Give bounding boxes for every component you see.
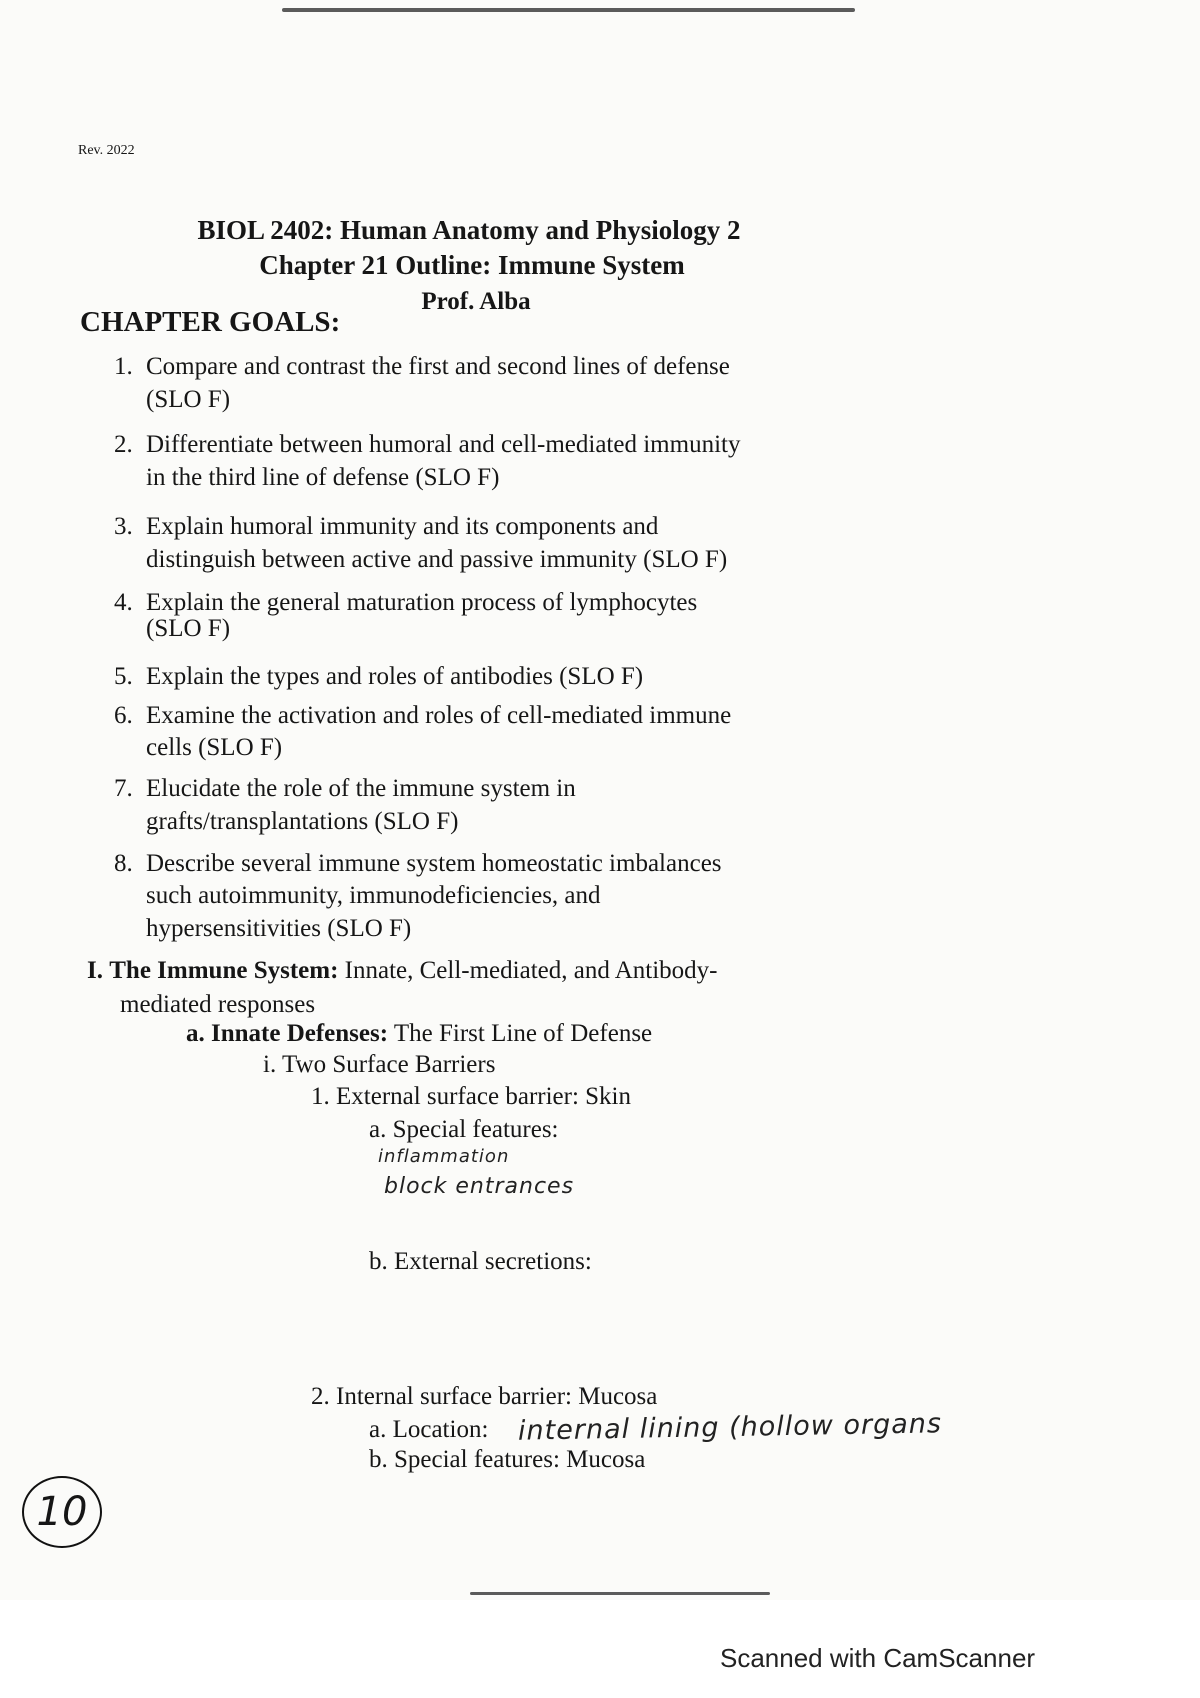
goal-text: in the third line of defense (SLO F) xyxy=(146,464,500,491)
goal-number: 6. xyxy=(114,702,133,729)
goal-number: 1. xyxy=(114,353,133,380)
goal-text: cells (SLO F) xyxy=(146,734,283,761)
goal-number: 8. xyxy=(114,850,133,877)
goal-text: distinguish between active and passive immunity (SLO F) xyxy=(146,546,728,573)
goal-text: Describe several immune system homeostatic imbalances xyxy=(146,850,722,877)
section-subtitle: Innate, Cell-mediated, and Antibody- xyxy=(344,957,718,984)
innate-label: a. Innate Defenses: xyxy=(186,1020,389,1047)
revision-label: Rev. 2022 xyxy=(78,143,135,158)
section-heading xyxy=(87,958,717,983)
innate-defenses xyxy=(186,1021,652,1046)
goal-number: 2. xyxy=(114,431,133,458)
handwritten-note-1: inflammation xyxy=(378,1146,510,1167)
goal-text: Compare and contrast the first and second lines of defense xyxy=(146,353,730,380)
special-features-mucosa: b. Special features: Mucosa xyxy=(369,1446,646,1473)
goal-text: Explain the general maturation process of lymphocytes xyxy=(146,589,698,616)
chapter-title: Chapter 21 Outline: Immune System xyxy=(259,250,685,280)
section-number: I. xyxy=(87,957,103,984)
goal-text: Explain humoral immunity and its components and xyxy=(146,513,659,540)
special-features: a. Special features: xyxy=(369,1116,559,1143)
scanner-watermark: Scanned with CamScanner xyxy=(720,1643,1036,1673)
goal-text: Elucidate the role of the immune system in xyxy=(146,775,576,802)
surface-barriers: i. Two Surface Barriers xyxy=(263,1051,496,1078)
goal-text: Differentiate between humoral and cell-mediated immunity xyxy=(146,431,741,458)
goal-text: such autoimmunity, immunodeficiencies, and xyxy=(146,882,601,909)
goal-text: hypersensitivities (SLO F) xyxy=(146,915,412,942)
goal-number: 5. xyxy=(114,663,133,690)
scan-top-edge xyxy=(282,8,855,12)
circled-annotation: 10 xyxy=(22,1476,102,1548)
handwritten-location: internal lining (hollow organs xyxy=(517,1408,943,1447)
innate-rest: The First Line of Defense xyxy=(393,1020,653,1047)
goal-text: (SLO F) xyxy=(146,386,231,413)
section-subtitle-line2: mediated responses xyxy=(120,991,316,1018)
handwritten-note-2: block entrances xyxy=(384,1174,575,1199)
scan-bottom-edge xyxy=(470,1592,770,1595)
external-secretions: b. External secretions: xyxy=(369,1248,592,1275)
goal-number: 3. xyxy=(114,513,133,540)
goal-text: (SLO F) xyxy=(146,615,231,642)
location: a. Location: xyxy=(369,1416,489,1443)
professor: Prof. Alba xyxy=(421,288,531,315)
goal-number: 4. xyxy=(114,589,133,616)
goal-number: 7. xyxy=(114,775,133,802)
goal-text: Examine the activation and roles of cell-mediated immune xyxy=(146,702,732,729)
external-barrier: 1. External surface barrier: Skin xyxy=(311,1083,632,1110)
section-title: The Immune System: xyxy=(109,957,339,984)
goal-text: Explain the types and roles of antibodies (SLO F) xyxy=(146,663,644,690)
goal-text: grafts/transplantations (SLO F) xyxy=(146,808,459,835)
course-title: BIOL 2402: Human Anatomy and Physiology 2 xyxy=(197,215,741,245)
chapter-goals-heading: CHAPTER GOALS: xyxy=(80,306,341,338)
internal-barrier: 2. Internal surface barrier: Mucosa xyxy=(311,1383,658,1410)
